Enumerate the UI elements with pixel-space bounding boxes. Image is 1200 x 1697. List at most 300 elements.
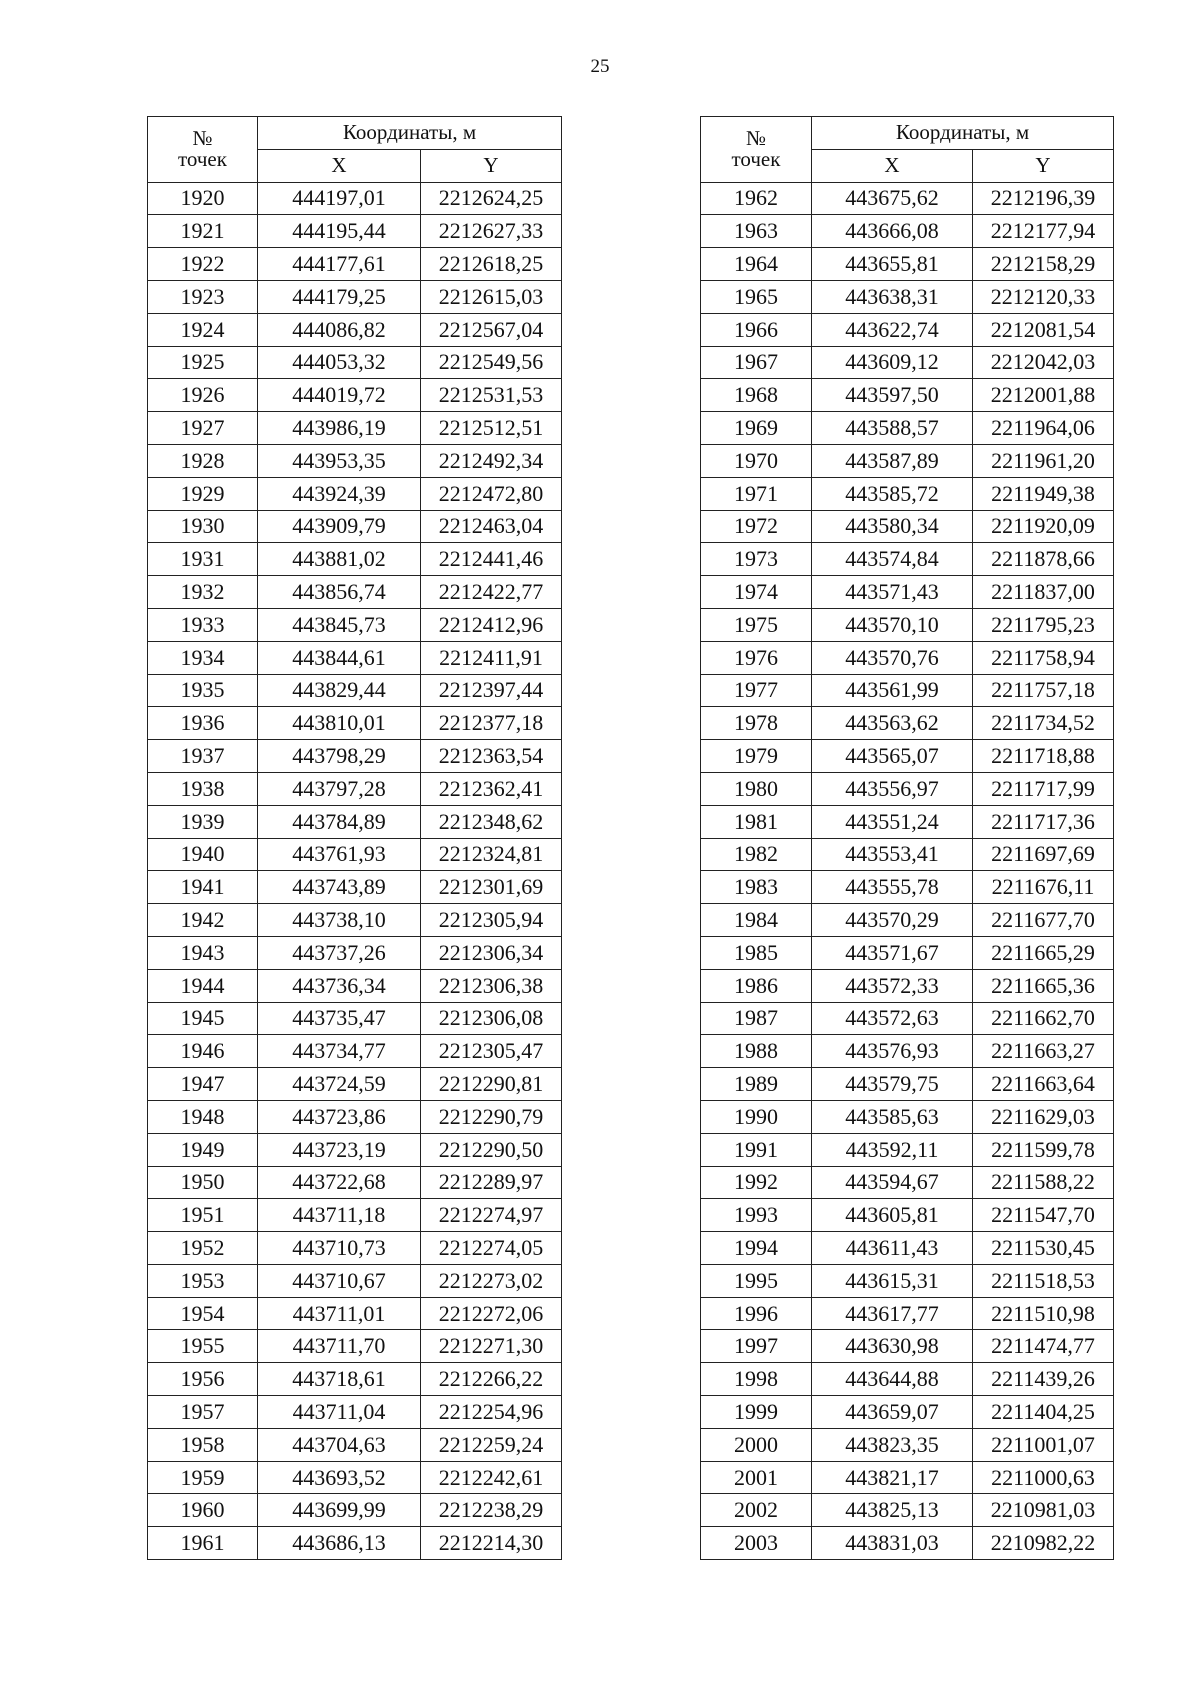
point-number-cell: 1963 bbox=[701, 215, 812, 248]
x-coordinate-cell: 443570,10 bbox=[812, 608, 973, 641]
y-coordinate-cell: 2212472,80 bbox=[421, 477, 562, 510]
table-row bbox=[701, 444, 1114, 477]
x-coordinate-cell: 443570,29 bbox=[812, 904, 973, 937]
y-coordinate-cell: 2212492,34 bbox=[421, 444, 562, 477]
point-number-cell: 1939 bbox=[148, 805, 258, 838]
x-coordinate-cell: 443622,74 bbox=[812, 313, 973, 346]
y-coordinate-cell: 2212348,62 bbox=[421, 805, 562, 838]
y-coordinate-cell: 2212422,77 bbox=[421, 576, 562, 609]
table-row bbox=[701, 1396, 1114, 1429]
point-number-cell: 1983 bbox=[701, 871, 812, 904]
table-row bbox=[148, 1363, 562, 1396]
point-number-cell: 1974 bbox=[701, 576, 812, 609]
y-coordinate-cell: 2211662,70 bbox=[973, 1002, 1114, 1035]
x-coordinate-cell: 443561,99 bbox=[812, 674, 973, 707]
table-row bbox=[701, 477, 1114, 510]
table-row bbox=[148, 608, 562, 641]
y-coordinate-cell: 2211795,23 bbox=[973, 608, 1114, 641]
y-coordinate-cell: 2212305,94 bbox=[421, 904, 562, 937]
point-number-cell: 1976 bbox=[701, 641, 812, 674]
y-coordinate-cell: 2212289,97 bbox=[421, 1166, 562, 1199]
x-coordinate-cell: 443722,68 bbox=[258, 1166, 421, 1199]
point-number-cell: 1934 bbox=[148, 641, 258, 674]
point-number-cell: 1951 bbox=[148, 1199, 258, 1232]
table-row bbox=[148, 1494, 562, 1527]
x-coordinate-cell: 443699,99 bbox=[258, 1494, 421, 1527]
table-row bbox=[148, 248, 562, 281]
point-number-cell: 1941 bbox=[148, 871, 258, 904]
y-coordinate-cell: 2212274,05 bbox=[421, 1232, 562, 1265]
point-number-cell: 1987 bbox=[701, 1002, 812, 1035]
x-coordinate-cell: 443711,70 bbox=[258, 1330, 421, 1363]
x-coordinate-cell: 443723,86 bbox=[258, 1100, 421, 1133]
point-number-cell: 1989 bbox=[701, 1068, 812, 1101]
y-coordinate-cell: 2212363,54 bbox=[421, 740, 562, 773]
table-row bbox=[701, 543, 1114, 576]
x-coordinate-cell: 443711,18 bbox=[258, 1199, 421, 1232]
y-coordinate-cell: 2211964,06 bbox=[973, 412, 1114, 445]
y-coordinate-cell: 2212306,34 bbox=[421, 936, 562, 969]
point-number-cell: 1957 bbox=[148, 1396, 258, 1429]
table-row bbox=[148, 1068, 562, 1101]
point-number-cell: 1937 bbox=[148, 740, 258, 773]
table-row bbox=[148, 576, 562, 609]
x-coordinate-cell: 443743,89 bbox=[258, 871, 421, 904]
table-row bbox=[148, 740, 562, 773]
x-coordinate-cell: 443644,88 bbox=[812, 1363, 973, 1396]
x-coordinate-cell: 443704,63 bbox=[258, 1428, 421, 1461]
table-row bbox=[701, 280, 1114, 313]
point-number-cell: 1926 bbox=[148, 379, 258, 412]
x-coordinate-cell: 443711,04 bbox=[258, 1396, 421, 1429]
point-number-cell: 1998 bbox=[701, 1363, 812, 1396]
x-coordinate-cell: 443605,81 bbox=[812, 1199, 973, 1232]
coordinates-header: Координаты, м bbox=[258, 117, 562, 150]
table-row bbox=[148, 871, 562, 904]
table-row bbox=[701, 182, 1114, 215]
x-coordinate-cell: 443585,72 bbox=[812, 477, 973, 510]
x-coordinate-cell: 443823,35 bbox=[812, 1428, 973, 1461]
point-number-cell: 1938 bbox=[148, 772, 258, 805]
table-row bbox=[701, 1133, 1114, 1166]
point-number-cell: 1996 bbox=[701, 1297, 812, 1330]
table-row bbox=[148, 215, 562, 248]
table-row bbox=[701, 379, 1114, 412]
point-number-cell: 1946 bbox=[148, 1035, 258, 1068]
y-coordinate-cell: 2211629,03 bbox=[973, 1100, 1114, 1133]
point-number-cell: 2000 bbox=[701, 1428, 812, 1461]
table-row bbox=[148, 1166, 562, 1199]
point-number-cell: 1950 bbox=[148, 1166, 258, 1199]
y-coordinate-cell: 2211663,27 bbox=[973, 1035, 1114, 1068]
x-coordinate-cell: 443587,89 bbox=[812, 444, 973, 477]
y-coordinate-cell: 2211404,25 bbox=[973, 1396, 1114, 1429]
table-row bbox=[701, 674, 1114, 707]
x-coordinate-cell: 444197,01 bbox=[258, 182, 421, 215]
point-number-cell: 1959 bbox=[148, 1461, 258, 1494]
y-coordinate-cell: 2212271,30 bbox=[421, 1330, 562, 1363]
y-column-header: Y bbox=[973, 149, 1114, 182]
table-row bbox=[701, 1461, 1114, 1494]
x-coordinate-cell: 443585,63 bbox=[812, 1100, 973, 1133]
x-coordinate-cell: 443574,84 bbox=[812, 543, 973, 576]
y-coordinate-cell: 2212259,24 bbox=[421, 1428, 562, 1461]
point-number-cell: 1999 bbox=[701, 1396, 812, 1429]
y-coordinate-cell: 2211878,66 bbox=[973, 543, 1114, 576]
table-row bbox=[148, 904, 562, 937]
table-row bbox=[148, 346, 562, 379]
table-row bbox=[701, 707, 1114, 740]
y-coordinate-cell: 2212531,53 bbox=[421, 379, 562, 412]
points-label: точек bbox=[731, 147, 781, 172]
x-coordinate-cell: 443844,61 bbox=[258, 641, 421, 674]
y-coordinate-cell: 2212412,96 bbox=[421, 608, 562, 641]
table-row bbox=[701, 871, 1114, 904]
x-coordinate-cell: 444179,25 bbox=[258, 280, 421, 313]
y-coordinate-cell: 2212273,02 bbox=[421, 1264, 562, 1297]
y-coordinate-cell: 2212254,96 bbox=[421, 1396, 562, 1429]
y-coordinate-cell: 2211001,07 bbox=[973, 1428, 1114, 1461]
point-number-cell: 1967 bbox=[701, 346, 812, 379]
y-coordinate-cell: 2212158,29 bbox=[973, 248, 1114, 281]
y-coordinate-cell: 2210981,03 bbox=[973, 1494, 1114, 1527]
x-coordinate-cell: 444019,72 bbox=[258, 379, 421, 412]
y-coordinate-cell: 2211920,09 bbox=[973, 510, 1114, 543]
x-coordinate-cell: 443659,07 bbox=[812, 1396, 973, 1429]
x-coordinate-cell: 443638,31 bbox=[812, 280, 973, 313]
x-coordinate-cell: 444177,61 bbox=[258, 248, 421, 281]
y-coordinate-cell: 2212238,29 bbox=[421, 1494, 562, 1527]
x-coordinate-cell: 443594,67 bbox=[812, 1166, 973, 1199]
point-number-cell: 1932 bbox=[148, 576, 258, 609]
x-coordinate-cell: 443986,19 bbox=[258, 412, 421, 445]
point-number-header bbox=[701, 117, 812, 183]
y-coordinate-cell: 2212306,08 bbox=[421, 1002, 562, 1035]
y-coordinate-cell: 2212177,94 bbox=[973, 215, 1114, 248]
x-coordinate-cell: 443555,78 bbox=[812, 871, 973, 904]
x-coordinate-cell: 443588,57 bbox=[812, 412, 973, 445]
table-row bbox=[148, 674, 562, 707]
table-row bbox=[148, 641, 562, 674]
y-coordinate-cell: 2211474,77 bbox=[973, 1330, 1114, 1363]
table-row bbox=[701, 838, 1114, 871]
table-row bbox=[701, 936, 1114, 969]
x-coordinate-cell: 443735,47 bbox=[258, 1002, 421, 1035]
point-number-cell: 1930 bbox=[148, 510, 258, 543]
table-row bbox=[701, 641, 1114, 674]
table-row bbox=[148, 1330, 562, 1363]
y-coordinate-cell: 2212290,50 bbox=[421, 1133, 562, 1166]
x-coordinate-cell: 443572,63 bbox=[812, 1002, 973, 1035]
y-coordinate-cell: 2211000,63 bbox=[973, 1461, 1114, 1494]
y-coordinate-cell: 2212305,47 bbox=[421, 1035, 562, 1068]
y-coordinate-cell: 2211663,64 bbox=[973, 1068, 1114, 1101]
point-number-cell: 1945 bbox=[148, 1002, 258, 1035]
point-number-cell: 1933 bbox=[148, 608, 258, 641]
table-row bbox=[148, 969, 562, 1002]
point-number-cell: 1943 bbox=[148, 936, 258, 969]
table-row bbox=[701, 510, 1114, 543]
y-coordinate-cell: 2212266,22 bbox=[421, 1363, 562, 1396]
x-coordinate-cell: 443570,76 bbox=[812, 641, 973, 674]
y-coordinate-cell: 2211665,36 bbox=[973, 969, 1114, 1002]
x-coordinate-cell: 443829,44 bbox=[258, 674, 421, 707]
point-number-cell: 1931 bbox=[148, 543, 258, 576]
y-coordinate-cell: 2212549,56 bbox=[421, 346, 562, 379]
x-coordinate-cell: 443563,62 bbox=[812, 707, 973, 740]
coordinates-header: Координаты, м bbox=[812, 117, 1114, 150]
point-number-cell: 1920 bbox=[148, 182, 258, 215]
point-number-cell: 2002 bbox=[701, 1494, 812, 1527]
x-coordinate-cell: 443710,67 bbox=[258, 1264, 421, 1297]
table-row bbox=[148, 543, 562, 576]
point-number-cell: 1972 bbox=[701, 510, 812, 543]
point-number-cell: 1922 bbox=[148, 248, 258, 281]
x-coordinate-cell: 444053,32 bbox=[258, 346, 421, 379]
point-number-cell: 1991 bbox=[701, 1133, 812, 1166]
point-number-cell: 1961 bbox=[148, 1527, 258, 1560]
table-row bbox=[148, 1297, 562, 1330]
x-coordinate-cell: 443718,61 bbox=[258, 1363, 421, 1396]
y-coordinate-cell: 2211439,26 bbox=[973, 1363, 1114, 1396]
number-symbol: № bbox=[745, 126, 767, 151]
point-number-cell: 1997 bbox=[701, 1330, 812, 1363]
table-row bbox=[148, 1199, 562, 1232]
x-coordinate-cell: 443579,75 bbox=[812, 1068, 973, 1101]
x-coordinate-cell: 443556,97 bbox=[812, 772, 973, 805]
y-coordinate-cell: 2211717,99 bbox=[973, 772, 1114, 805]
table-row bbox=[701, 576, 1114, 609]
table-row bbox=[701, 1428, 1114, 1461]
table-row bbox=[148, 1232, 562, 1265]
y-coordinate-cell: 2211961,20 bbox=[973, 444, 1114, 477]
page-number: 25 bbox=[590, 56, 610, 77]
point-number-cell: 1993 bbox=[701, 1199, 812, 1232]
point-number-cell: 1965 bbox=[701, 280, 812, 313]
x-coordinate-cell: 443655,81 bbox=[812, 248, 973, 281]
y-coordinate-cell: 2212001,88 bbox=[973, 379, 1114, 412]
point-number-cell: 1925 bbox=[148, 346, 258, 379]
x-coordinate-cell: 443615,31 bbox=[812, 1264, 973, 1297]
y-coordinate-cell: 2212411,91 bbox=[421, 641, 562, 674]
x-coordinate-cell: 443845,73 bbox=[258, 608, 421, 641]
table-row bbox=[701, 805, 1114, 838]
x-coordinate-cell: 443825,13 bbox=[812, 1494, 973, 1527]
x-coordinate-cell: 443856,74 bbox=[258, 576, 421, 609]
number-symbol: № bbox=[192, 126, 213, 151]
point-number-cell: 1968 bbox=[701, 379, 812, 412]
table-row bbox=[701, 346, 1114, 379]
point-number-cell: 1977 bbox=[701, 674, 812, 707]
x-coordinate-cell: 443576,93 bbox=[812, 1035, 973, 1068]
table-row bbox=[148, 1396, 562, 1429]
table-row bbox=[701, 248, 1114, 281]
x-coordinate-cell: 443821,17 bbox=[812, 1461, 973, 1494]
y-coordinate-cell: 2212362,41 bbox=[421, 772, 562, 805]
x-coordinate-cell: 443784,89 bbox=[258, 805, 421, 838]
point-number-cell: 1928 bbox=[148, 444, 258, 477]
y-coordinate-cell: 2211547,70 bbox=[973, 1199, 1114, 1232]
y-coordinate-cell: 2211949,38 bbox=[973, 477, 1114, 510]
point-number-cell: 2001 bbox=[701, 1461, 812, 1494]
table-row bbox=[148, 182, 562, 215]
x-coordinate-cell: 443710,73 bbox=[258, 1232, 421, 1265]
y-coordinate-cell: 2212627,33 bbox=[421, 215, 562, 248]
table-row bbox=[701, 412, 1114, 445]
point-number-cell: 1942 bbox=[148, 904, 258, 937]
y-coordinate-cell: 2212441,46 bbox=[421, 543, 562, 576]
point-number-cell: 1964 bbox=[701, 248, 812, 281]
point-number-cell: 1962 bbox=[701, 182, 812, 215]
point-number-cell: 1927 bbox=[148, 412, 258, 445]
y-coordinate-cell: 2211518,53 bbox=[973, 1264, 1114, 1297]
point-number-cell: 1958 bbox=[148, 1428, 258, 1461]
x-coordinate-cell: 443953,35 bbox=[258, 444, 421, 477]
point-number-cell: 1994 bbox=[701, 1232, 812, 1265]
table-row bbox=[701, 969, 1114, 1002]
x-column-header: X bbox=[812, 149, 973, 182]
x-coordinate-cell: 443675,62 bbox=[812, 182, 973, 215]
y-coordinate-cell: 2212618,25 bbox=[421, 248, 562, 281]
x-coordinate-cell: 443572,33 bbox=[812, 969, 973, 1002]
point-number-cell: 1952 bbox=[148, 1232, 258, 1265]
y-coordinate-cell: 2212290,79 bbox=[421, 1100, 562, 1133]
table-row bbox=[148, 772, 562, 805]
point-number-cell: 1960 bbox=[148, 1494, 258, 1527]
table-row bbox=[148, 412, 562, 445]
table-row bbox=[701, 1166, 1114, 1199]
y-coordinate-cell: 2212120,33 bbox=[973, 280, 1114, 313]
y-coordinate-cell: 2211718,88 bbox=[973, 740, 1114, 773]
point-number-cell: 1949 bbox=[148, 1133, 258, 1166]
x-coordinate-cell: 443609,12 bbox=[812, 346, 973, 379]
table-row bbox=[148, 379, 562, 412]
table-row bbox=[701, 772, 1114, 805]
x-coordinate-cell: 443666,08 bbox=[812, 215, 973, 248]
y-coordinate-cell: 2211758,94 bbox=[973, 641, 1114, 674]
table-row bbox=[148, 1527, 562, 1560]
point-number-cell: 1982 bbox=[701, 838, 812, 871]
x-coordinate-cell: 443810,01 bbox=[258, 707, 421, 740]
point-number-cell: 1921 bbox=[148, 215, 258, 248]
point-number-cell: 1954 bbox=[148, 1297, 258, 1330]
point-number-cell: 1986 bbox=[701, 969, 812, 1002]
table-row bbox=[701, 313, 1114, 346]
table-row bbox=[701, 1232, 1114, 1265]
x-coordinate-cell: 443580,34 bbox=[812, 510, 973, 543]
x-coordinate-cell: 443686,13 bbox=[258, 1527, 421, 1560]
y-coordinate-cell: 2212463,04 bbox=[421, 510, 562, 543]
coordinates-table-left bbox=[147, 116, 562, 1560]
table-row bbox=[148, 805, 562, 838]
y-coordinate-cell: 2212274,97 bbox=[421, 1199, 562, 1232]
y-coordinate-cell: 2212196,39 bbox=[973, 182, 1114, 215]
table-row bbox=[701, 1527, 1114, 1560]
table-row bbox=[701, 608, 1114, 641]
y-coordinate-cell: 2212081,54 bbox=[973, 313, 1114, 346]
table-row bbox=[701, 1264, 1114, 1297]
y-coordinate-cell: 2212624,25 bbox=[421, 182, 562, 215]
y-coordinate-cell: 2212306,38 bbox=[421, 969, 562, 1002]
point-number-cell: 1973 bbox=[701, 543, 812, 576]
table-row bbox=[701, 1494, 1114, 1527]
x-coordinate-cell: 443553,41 bbox=[812, 838, 973, 871]
point-number-cell: 1966 bbox=[701, 313, 812, 346]
point-number-cell: 1992 bbox=[701, 1166, 812, 1199]
table-row bbox=[148, 444, 562, 477]
point-number-cell: 1924 bbox=[148, 313, 258, 346]
x-coordinate-cell: 443924,39 bbox=[258, 477, 421, 510]
x-coordinate-cell: 443611,43 bbox=[812, 1232, 973, 1265]
x-coordinate-cell: 443798,29 bbox=[258, 740, 421, 773]
table-row bbox=[148, 1264, 562, 1297]
point-number-cell: 1953 bbox=[148, 1264, 258, 1297]
y-coordinate-cell: 2212377,18 bbox=[421, 707, 562, 740]
x-coordinate-cell: 443592,11 bbox=[812, 1133, 973, 1166]
table-row bbox=[701, 1002, 1114, 1035]
point-number-cell: 1944 bbox=[148, 969, 258, 1002]
x-coordinate-cell: 443738,10 bbox=[258, 904, 421, 937]
table-row bbox=[701, 1035, 1114, 1068]
y-coordinate-cell: 2212290,81 bbox=[421, 1068, 562, 1101]
table-row bbox=[148, 936, 562, 969]
x-column-header: X bbox=[258, 149, 421, 182]
y-coordinate-cell: 2211530,45 bbox=[973, 1232, 1114, 1265]
point-number-cell: 1995 bbox=[701, 1264, 812, 1297]
x-coordinate-cell: 443571,67 bbox=[812, 936, 973, 969]
table-header bbox=[148, 117, 562, 183]
table-header bbox=[701, 117, 1114, 183]
x-coordinate-cell: 443565,07 bbox=[812, 740, 973, 773]
y-coordinate-cell: 2212615,03 bbox=[421, 280, 562, 313]
table-row bbox=[701, 1199, 1114, 1232]
table-row bbox=[148, 1100, 562, 1133]
y-coordinate-cell: 2211599,78 bbox=[973, 1133, 1114, 1166]
x-coordinate-cell: 443881,02 bbox=[258, 543, 421, 576]
x-coordinate-cell: 443617,77 bbox=[812, 1297, 973, 1330]
point-number-cell: 1981 bbox=[701, 805, 812, 838]
point-number-cell: 1935 bbox=[148, 674, 258, 707]
x-coordinate-cell: 443724,59 bbox=[258, 1068, 421, 1101]
x-coordinate-cell: 443630,98 bbox=[812, 1330, 973, 1363]
x-coordinate-cell: 443723,19 bbox=[258, 1133, 421, 1166]
y-coordinate-cell: 2212301,69 bbox=[421, 871, 562, 904]
x-coordinate-cell: 443736,34 bbox=[258, 969, 421, 1002]
y-coordinate-cell: 2211588,22 bbox=[973, 1166, 1114, 1199]
point-number-cell: 1948 bbox=[148, 1100, 258, 1133]
coordinates-table-right bbox=[700, 116, 1114, 1560]
point-number-cell: 1971 bbox=[701, 477, 812, 510]
x-coordinate-cell: 443737,26 bbox=[258, 936, 421, 969]
x-coordinate-cell: 443551,24 bbox=[812, 805, 973, 838]
table-row bbox=[148, 1428, 562, 1461]
table-row bbox=[148, 1133, 562, 1166]
table-row bbox=[701, 1297, 1114, 1330]
y-coordinate-cell: 2211676,11 bbox=[973, 871, 1114, 904]
point-number-cell: 1985 bbox=[701, 936, 812, 969]
table-row bbox=[148, 838, 562, 871]
point-number-cell: 1969 bbox=[701, 412, 812, 445]
y-coordinate-cell: 2212567,04 bbox=[421, 313, 562, 346]
table-body bbox=[701, 182, 1114, 1559]
table-row bbox=[701, 904, 1114, 937]
table-row bbox=[148, 477, 562, 510]
table-row bbox=[148, 1002, 562, 1035]
points-label: точек bbox=[178, 147, 227, 172]
table-row bbox=[701, 1330, 1114, 1363]
x-coordinate-cell: 443909,79 bbox=[258, 510, 421, 543]
point-number-cell: 2003 bbox=[701, 1527, 812, 1560]
